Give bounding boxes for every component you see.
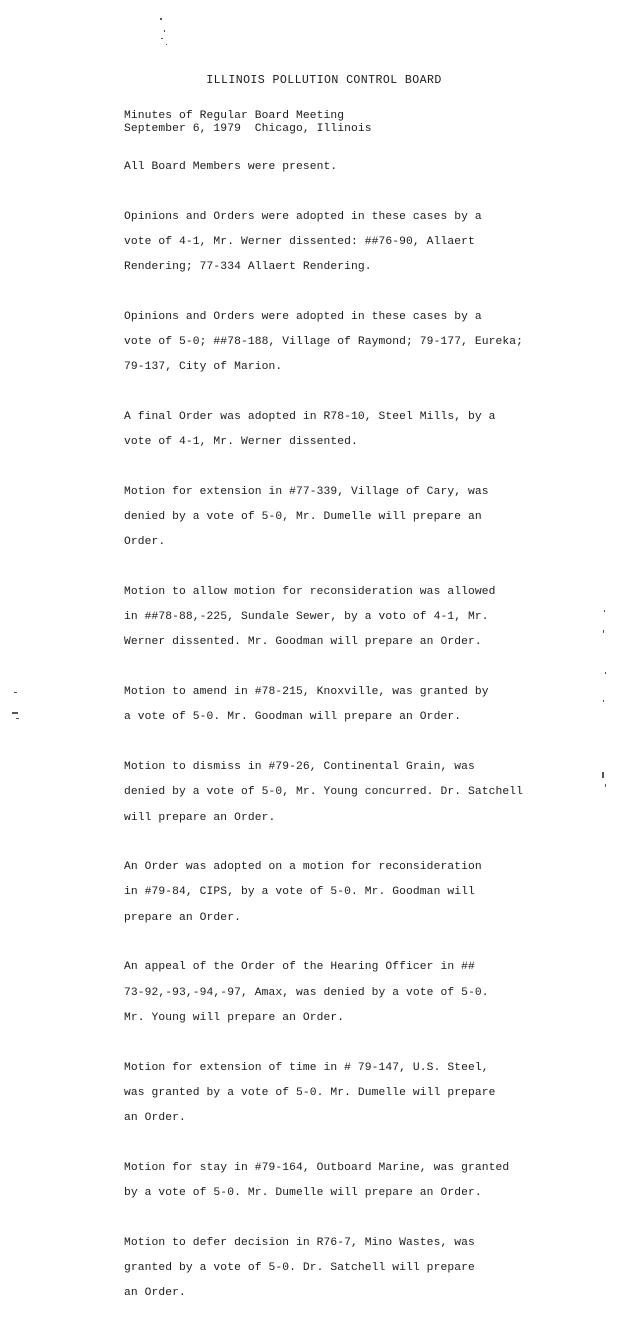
heading-line: September 6, 1979 Chicago, Illinois [124, 122, 372, 135]
paragraph-line: A final Order was adopted in R78-10, Steel Mills, by a [124, 410, 496, 423]
paragraph-line: Mr. Young will prepare an Order. [124, 1011, 345, 1024]
paragraph-defer-mino [124, 1224, 564, 1312]
scan-speck [16, 718, 19, 719]
paragraph-line: was granted by a vote of 5-0. Mr. Dumelle will prepare [124, 1086, 496, 1099]
paragraph-line: vote of 4-1, Mr. Werner dissented. [124, 436, 358, 449]
paragraph-line: prepare an Order. [124, 911, 241, 924]
paragraph-line: in #79-84, CIPS, by a vote of 5-0. Mr. Goodman will [124, 886, 475, 899]
paragraph-line: Motion to defer decision in R76-7, Mino Wastes, was [124, 1236, 475, 1249]
paragraph-line: An Order was adopted on a motion for reconsideration [124, 861, 482, 874]
paragraph-line: granted by a vote of 5-0. Dr. Satchell will prepare [124, 1261, 475, 1274]
paragraph-line: Motion to allow motion for reconsideration was allowed [124, 586, 496, 598]
scan-speck [14, 692, 17, 693]
meeting-heading [124, 110, 564, 135]
paragraph-order-cips [124, 849, 564, 937]
paragraph-line: an Order. [124, 1287, 186, 1300]
paragraph-attendance [124, 148, 564, 186]
paragraph-line: 73-92,-93,-94,-97, Amax, was denied by a vote of 5-0. [124, 986, 489, 999]
paragraph-line: Motion to dismiss in #79-26, Continental Grain, was [124, 761, 475, 774]
paragraph-dismiss-continental [124, 749, 564, 837]
paragraph-line: denied by a vote of 5-0, Mr. Young concurred. Dr. Satchell [124, 786, 523, 799]
paragraph-line: An appeal of the Order of the Hearing Officer in ## [124, 961, 475, 974]
scan-speck [164, 30, 165, 32]
paragraph-opinions-4-1 [124, 198, 564, 286]
paragraph-final-order [124, 398, 564, 461]
paragraph-line: denied by a vote of 5-0, Mr. Dumelle will prepare an [124, 511, 482, 524]
scan-speck [604, 610, 605, 612]
paragraph-line: Motion for extension in #77-339, Village of Cary, was [124, 485, 489, 498]
paragraph-line: Opinions and Orders were adopted in these cases by a [124, 310, 482, 323]
paragraph-line: by a vote of 5-0. Mr. Dumelle will prepare an Order. [124, 1186, 482, 1199]
heading-line: Minutes of Regular Board Meeting [124, 110, 345, 122]
paragraph-line: vote of 5-0; ##78-188, Village of Raymond; 79-177, Eureka; [124, 335, 523, 348]
paragraph-line: an Order. [124, 1111, 186, 1124]
paragraph-line: 79-137, City of Marion. [124, 361, 283, 374]
scan-speck [603, 630, 604, 633]
paragraph-line: Motion for extension of time in # 79-147, U.S. Steel, [124, 1061, 489, 1074]
document-title: ILLINOIS POLLUTION CONTROL BOARD [206, 74, 442, 87]
paragraph-line: a vote of 5-0. Mr. Goodman will prepare an Order. [124, 711, 462, 724]
minutes-body [124, 110, 564, 1324]
scan-speck [160, 18, 162, 20]
paragraph-extension-cary [124, 473, 564, 561]
paragraph-line: Order. [124, 536, 166, 549]
paragraph-opinions-5-0 [124, 298, 564, 386]
scan-speck [602, 772, 604, 778]
paragraph-appeal-amax [124, 949, 564, 1037]
paragraph-extension-us-steel [124, 1049, 564, 1137]
scan-speck [605, 784, 606, 787]
scan-speck [605, 672, 606, 674]
scan-speck [603, 700, 604, 702]
paragraph-line: All Board Members were present. [124, 160, 338, 173]
paragraph-line: vote of 4-1, Mr. Werner dissented: ##76-90, Allaert [124, 235, 475, 248]
paragraph-line: in ##78-88,-225, Sundale Sewer, by a voto of 4-1, Mr. [124, 611, 489, 624]
paragraph-line: Rendering; 77-334 Allaert Rendering. [124, 260, 372, 273]
paragraph-line: Motion to amend in #78-215, Knoxville, was granted by [124, 686, 489, 699]
scan-speck [161, 38, 163, 39]
paragraph-line: Werner dissented. Mr. Goodman will prepare an Order. [124, 636, 482, 649]
paragraph-amend-knoxville [124, 674, 564, 737]
paragraph-line: Opinions and Orders were adopted in these cases by a [124, 210, 482, 223]
scan-speck [12, 712, 18, 714]
paragraph-reconsideration-sundale [124, 573, 564, 661]
scan-speck [166, 44, 167, 45]
paragraph-stay-outboard [124, 1149, 564, 1212]
paragraph-line: Motion for stay in #79-164, Outboard Marine, was granted [124, 1161, 510, 1174]
paragraph-line: will prepare an Order. [124, 811, 276, 824]
